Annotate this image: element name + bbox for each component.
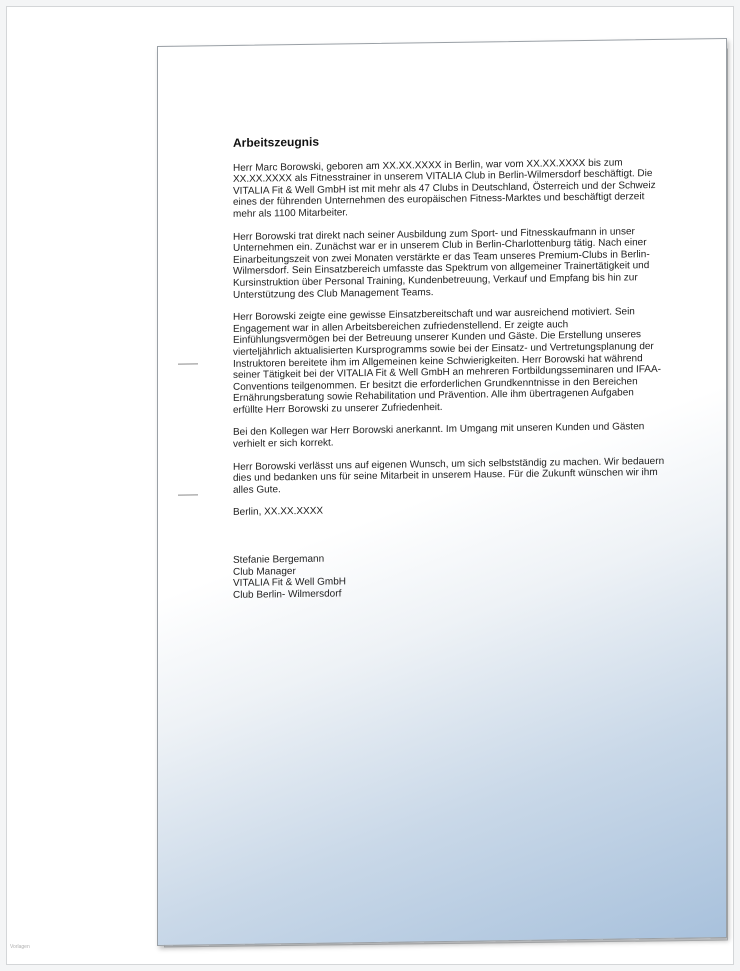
document-title: Arbeitszeugnis xyxy=(233,134,320,150)
fold-mark-bottom xyxy=(178,494,198,495)
paragraph-performance: Herr Borowski zeigte eine gewisse Einsatzbereitschaft und war ausreichend motiviert. Sein Engagement war in allen Arbeitsbereichen zufriedenstellend. Er zeigte auch Einfühlungsvermögen bei der Betreuung unserer Kunden und Gäste. Die Erstellung unseres vierteljährlich aktualisierten Kursprogramms sowie bei der Einsatz- und Vertretungsplanung der Instruktoren bereitete ihm im Allgemeinen keine Schwierigkeiten. Herr Borowski hat während seiner Tätigkeit bei der VITALIA Fit & Well GmbH an mehreren Fortbildungsseminaren und IFAA-Conventions teilgenommen. Er besitzt die erforderlichen Grundkenntnisse in den Bereichen Ernährungsberatung sowie Rehabilitation und Prävention. Alle ihm übertragenen Aufgaben erfüllte Herr Borowski zu unserer Zufriedenheit. xyxy=(233,306,661,416)
paragraph-intro: Herr Marc Borowski, geboren am XX.XX.XXXX in Berlin, war vom XX.XX.XXXX bis zum XX.XX.XXXX als Fitnesstrainer in unserem VITALIA Club in Berlin-Wilmersdorf beschäftigt. Die VITALIA Fit & Well GmbH ist mit mehr als 47 Clubs in Deutschland, Österreich und der Schweiz eines der führenden Unternehmen des europäischen Fitness-Marktes und beschäftigt derzeit mehr als 1100 Mitarbeiter. xyxy=(233,157,656,220)
signature-company: VITALIA Fit & Well GmbH xyxy=(233,576,346,590)
signature-role: Club Manager xyxy=(233,565,296,578)
place-date: Berlin, XX.XX.XXXX xyxy=(233,506,324,519)
paragraph-closing: Herr Borowski verlässt uns auf eigenen Wunsch, um sich selbstständig zu machen. Wir bedauern dies und bedanken uns für seine Mitarbeit in unserem Hause. Für die Zukunft wünschen wir ihm alles Gute. xyxy=(233,455,665,496)
signature-location: Club Berlin- Wilmersdorf xyxy=(233,588,342,601)
watermark: Vorlagen xyxy=(10,944,30,950)
paragraph-conduct: Bei den Kollegen war Herr Borowski anerkannt. Im Umgang mit unseren Kunden und Gästen verhielt er sich korrekt. xyxy=(233,421,645,450)
signature-name: Stefanie Bergemann xyxy=(233,553,325,566)
document-page xyxy=(157,38,727,946)
document-body xyxy=(233,132,665,601)
signature-block xyxy=(233,549,665,601)
paragraph-career: Herr Borowski trat direkt nach seiner Ausbildung zum Sport- und Fitnesskaufmann in unser Unternehmen ein. Zunächst war er in unserem Club in Berlin-Charlottenburg tätig. Nach einer Einarbeitungszeit von zwei Monaten verstärkte er das Team unseres Premium-Clubs in Berlin-Wilmersdorf. Sein Einsatzbereich umfasste das Spektrum von allgemeiner Trainertätigkeit und Kursinstruktion über Personal Training, Kundenbetreuung, Verkauf und Empfang bis hin zur Unterstützung des Club Management Teams. xyxy=(233,225,650,301)
fold-mark-top xyxy=(178,363,198,364)
